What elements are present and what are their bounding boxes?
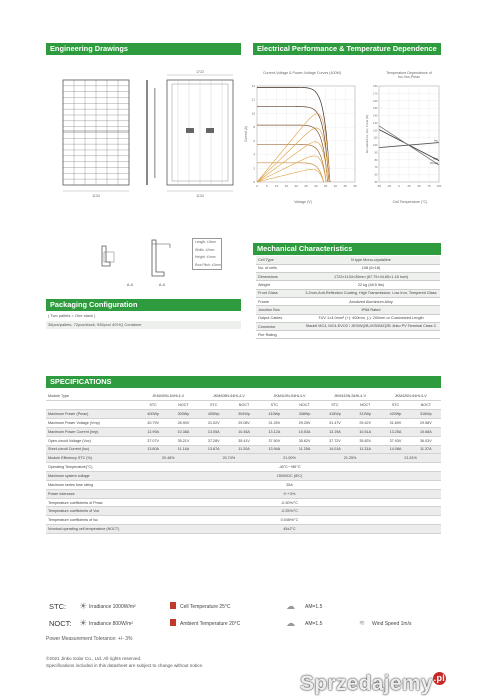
stc-label: STC: [49, 602, 67, 611]
noct-ambient-temperature: Ambient Temperature 20°C [180, 621, 241, 627]
noct-air-mass: AM=1.5 [305, 621, 323, 627]
panel-back-view [167, 80, 233, 185]
spec-value: 420Wp [380, 410, 410, 419]
iv-y-tick-label: 10 [251, 111, 255, 116]
spec-value: 10.53A [289, 427, 319, 436]
mechanical-label: Cell Type [256, 256, 302, 264]
mechanical-value: 3.2mm,Anti-Reflection Coating, High Transmission, Low Iron, Tempered Glass [302, 289, 440, 297]
temp-y-tick-label: 60 [374, 173, 378, 177]
spec-row [46, 401, 441, 410]
temp-x-tick-label: -25 [386, 184, 392, 188]
spec-parameter-label: Maximum Power (Pmax) [46, 410, 138, 419]
temp-y-tick-label: 120 [373, 129, 378, 133]
spec-row [46, 454, 441, 463]
spec-efficiency-value: 21.25% [320, 454, 381, 463]
mechanical-row [256, 289, 440, 297]
spec-value: 31.47V [320, 419, 350, 428]
spec-row [46, 489, 441, 498]
spec-value: 13.25A [380, 427, 410, 436]
spec-common-value: 45±2°C [138, 525, 441, 534]
spec-parameter-label: Temperature coefficients of Pmax [46, 498, 138, 507]
iv-y-tick-label: 6 [253, 138, 255, 143]
noct-label: NOCT: [49, 619, 72, 628]
temp-y-axis-label: Normalized Isc, Voc, Pmax (%) [365, 114, 369, 154]
spec-noct-header: NOCT [289, 401, 319, 410]
stc-irradiance: Irradiance 1000W/m² [89, 604, 136, 610]
spec-value: 29.58V [411, 419, 441, 428]
temp-x-tick-label: 50 [417, 184, 421, 188]
watermark-text: Sprzedajemy [300, 672, 433, 695]
dimension-tolerance-legend [192, 238, 222, 270]
spec-efficiency-value: 21.00% [259, 454, 320, 463]
spec-blank-cell [46, 401, 138, 410]
spec-efficiency-value: 20.48% [138, 454, 199, 463]
spec-value: 11.20A [229, 445, 259, 454]
mechanical-label: Dimensions [256, 273, 302, 281]
spec-common-value: 0.046%/°C [138, 516, 441, 525]
spec-row [46, 463, 441, 472]
spec-value: 30.79V [138, 419, 168, 428]
spec-value: 10.45A [229, 427, 259, 436]
spec-parameter-label: Operating Temperature(°C) [46, 463, 138, 472]
thermometer-icon [170, 602, 176, 609]
mechanical-row [256, 331, 440, 339]
mechanical-label: Fire Rating [256, 331, 302, 339]
temp-x-tick-label: 100 [436, 184, 442, 188]
spec-value: 13.94A [259, 445, 289, 454]
temperature-dependence-chart [365, 80, 443, 200]
iv-x-tick-label: 15 [284, 184, 289, 188]
frame-cross-section-drawing [90, 236, 200, 292]
panel-side-profile [146, 80, 148, 185]
mechanical-label: Front Glass [256, 289, 302, 297]
front-width-dimension: 1134 [92, 194, 100, 198]
spec-efficiency-label: Module Efficiency STC (%) [46, 454, 138, 463]
temp-series-label: Pmax [430, 160, 438, 165]
noct-irradiance: Irradiance 800W/m² [89, 621, 133, 627]
spec-value: 10.61A [350, 427, 380, 436]
spec-parameter-label: Power tolerance [46, 489, 138, 498]
spec-value: 13.12A [259, 427, 289, 436]
spec-model-name: JKM415N-54HL4-V [320, 392, 381, 401]
spec-value: 13.80A [138, 445, 168, 454]
spec-row [46, 419, 441, 428]
spec-common-value: 25A [138, 480, 441, 489]
mechanical-label: Weight [256, 281, 302, 289]
iv-y-tick-label: 2 [253, 166, 255, 171]
thermometer-icon [170, 619, 176, 626]
specifications-header: SPECIFICATIONS [46, 376, 441, 388]
mechanical-row [256, 273, 440, 281]
mechanical-value: 108 (6×18) [302, 264, 440, 272]
packaging-note: ( Two pallets = One stack ) [48, 313, 96, 318]
iv-x-tick-label: 25 [304, 184, 308, 188]
spec-row [46, 410, 441, 419]
temp-x-tick-label: 0 [398, 184, 400, 188]
iv-x-tick-label: 10 [274, 184, 279, 188]
spec-efficiency-value: 20.74% [199, 454, 260, 463]
specifications-table [46, 392, 441, 534]
iv-x-tick-label: 0 [256, 184, 258, 188]
spec-parameter-label: Short-circuit Current (Isc) [46, 445, 138, 454]
spec-common-value: 1500VDC (IEC) [138, 472, 441, 481]
spec-value: 29.42V [350, 419, 380, 428]
spec-value: 37.93V [380, 436, 410, 445]
spec-efficiency-value: 21.51% [380, 454, 441, 463]
iv-chart-title: Current-Voltage & Power-Voltage Curves (400W) [262, 71, 342, 75]
tolerance-line: Height: ±1mm [195, 255, 216, 260]
spec-value: 11.14A [168, 445, 198, 454]
iv-y-tick-label: 0 [253, 180, 255, 184]
engineering-drawings-header: Engineering Drawings [46, 43, 241, 55]
spec-value: 410Wp [259, 410, 289, 419]
cloud-icon: ☁ [286, 618, 295, 628]
spec-row [46, 498, 441, 507]
disclaimer-text: Specifications included in this datasheet are subject to change without notice. [46, 663, 204, 668]
spec-model-name: JKM410N-54HL4-V [259, 392, 320, 401]
temp-y-tick-label: 50 [374, 181, 378, 184]
electrical-performance-header: Electrical Performance & Temperature Dependence [253, 43, 441, 55]
spec-value: 10.68A [411, 427, 441, 436]
temp-series-label: Isc [434, 138, 438, 143]
spec-row [46, 480, 441, 489]
spec-row [46, 507, 441, 516]
spec-value: 13.87A [199, 445, 229, 454]
iv-x-tick-label: 30 [314, 184, 318, 188]
spec-value: 405Wp [199, 410, 229, 419]
temp-chart-xlabel: Cell Temperature (°C) [392, 200, 428, 204]
mechanical-value: Staubli MC4, MC4-EVO2 / JKSIW(2B,JKSDMZ)2B Jinko PV Terminal Class C [302, 322, 440, 330]
spec-model-name: JKM420N-54HL4-V [380, 392, 441, 401]
panel-front-view [63, 80, 129, 185]
iv-x-tick-label: 50 [353, 184, 357, 188]
spec-value: 13.19A [320, 427, 350, 436]
mechanical-row [256, 314, 440, 322]
iv-x-tick-label: 45 [343, 184, 347, 188]
spec-row [46, 516, 441, 525]
spec-parameter-label: Open-circuit Voltage (Voc) [46, 436, 138, 445]
mechanical-value: N type Mono-crystalline [302, 256, 440, 264]
mechanical-row [256, 297, 440, 305]
temp-series-label: Voc [432, 156, 438, 161]
mechanical-value [302, 331, 440, 339]
stc-air-mass: AM=1.5 [305, 604, 323, 610]
temp-y-tick-label: 150 [373, 107, 378, 111]
temp-y-tick-label: 70 [374, 166, 378, 170]
tolerance-line: Row Pitch: ±2mm [195, 262, 221, 267]
spec-parameter-label: Maximum Power Voltage (Vmp) [46, 419, 138, 428]
mechanical-value: Anodized Aluminium Alloy [302, 297, 440, 305]
stc-cell-temperature: Cell Temperature 25°C [180, 604, 231, 610]
engineering-drawing-front [46, 58, 241, 200]
temp-y-tick-label: 90 [374, 151, 378, 155]
spec-value: 415Wp [320, 410, 350, 419]
iv-y-axis-label: Current (A) [244, 126, 248, 142]
spec-value: 300Wp [168, 410, 198, 419]
iv-curve-chart [243, 80, 363, 200]
mechanical-value: TUV 1×4.0mm² (+): 400mm, (-): 200mm or Customized Length [302, 314, 440, 322]
spec-value: 28.90V [168, 419, 198, 428]
temp-y-tick-label: 100 [373, 144, 378, 148]
spec-value: 37.50V [259, 436, 289, 445]
temp-x-tick-label: 75 [427, 184, 431, 188]
section-label: A-A [158, 283, 166, 287]
spec-value: 13.05A [199, 427, 229, 436]
spec-value: 35.41V [229, 436, 259, 445]
spec-value: 312Wp [350, 410, 380, 419]
iv-chart-xlabel: Voltage (V) [294, 200, 312, 204]
temp-y-tick-label: 140 [373, 114, 378, 118]
spec-row [46, 525, 441, 534]
mechanical-characteristics-table [256, 256, 440, 339]
cloud-icon: ☁ [286, 601, 295, 611]
sun-icon: ☀ [79, 618, 88, 628]
iv-x-tick-label: 35 [323, 184, 328, 188]
spec-stc-header: STC [320, 401, 350, 410]
spec-value: 308Wp [289, 410, 319, 419]
spec-parameter-label: Temperature coefficients of Isc [46, 516, 138, 525]
mechanical-label: Connector [256, 322, 302, 330]
spec-value: 36.03V [411, 436, 441, 445]
spec-value: 14.08A [380, 445, 410, 454]
watermark-suffix: .pl [433, 673, 446, 683]
sun-icon: ☀ [79, 601, 88, 611]
mechanical-value: 1722×1134×30mm (67.79×44.65×1.18 inch) [302, 273, 440, 281]
spec-parameter-label: Temperature coefficients of Voc [46, 507, 138, 516]
iv-x-tick-label: 5 [265, 184, 268, 188]
power-tolerance-note: Power Measurement Tolerance: +/- 3% [46, 636, 133, 642]
spec-model-name: JKM405N-54HL4-V [199, 392, 260, 401]
spec-value: 35.62V [289, 436, 319, 445]
spec-row [46, 427, 441, 436]
spec-parameter-label: Maximum series fuse rating [46, 480, 138, 489]
spec-value: 12.99A [138, 427, 168, 436]
spec-stc-header: STC [259, 401, 289, 410]
wind-icon: ≋ [359, 620, 365, 627]
iv-x-tick-label: 20 [294, 184, 298, 188]
packaging-content: 36pcs/pallets, 72pcs/stack, 936pcs/ 40'HQ Container [46, 321, 241, 329]
spec-noct-header: NOCT [168, 401, 198, 410]
tolerance-line: Length: ±2mm [195, 240, 217, 244]
spec-value: 29.25V [289, 419, 319, 428]
spec-row [46, 445, 441, 454]
spec-model-name: JKM400N-54HL4-V [138, 392, 199, 401]
spec-value: 11.25A [289, 445, 319, 454]
spec-value: 10.38A [168, 427, 198, 436]
spec-parameter-label: Maximum system voltage [46, 472, 138, 481]
back-width-dimension: 1134 [196, 194, 204, 198]
mechanical-label: Frame [256, 297, 302, 305]
section-label-left: A-A [126, 283, 134, 287]
spec-noct-header: NOCT [411, 401, 441, 410]
spec-value: 37.72V [320, 436, 350, 445]
copyright-text: ©2021 Jinko Solar Co., Ltd. All rights reserved. [46, 656, 142, 661]
temp-y-tick-label: 180 [373, 85, 378, 88]
mechanical-value: IP68 Rated [302, 306, 440, 314]
spec-common-value: -40°C~+85°C [138, 463, 441, 472]
spec-row [46, 392, 441, 401]
mechanical-label: No. of cells [256, 264, 302, 272]
spec-common-value: 0~+3% [138, 489, 441, 498]
spec-parameter-label: Nominal operating cell temperature (NOCT) [46, 525, 138, 534]
spec-module-type-label: Module Type [46, 392, 138, 401]
panel-side-profile-thin [154, 88, 156, 178]
spec-value: 400Wp [138, 410, 168, 419]
spec-parameter-label: Maximum Power Current (Imp) [46, 427, 138, 436]
spec-value: 31.02V [199, 419, 229, 428]
spec-value: 14.01A [320, 445, 350, 454]
iv-y-tick-label: 12 [251, 97, 255, 102]
spec-stc-header: STC [138, 401, 168, 410]
tolerance-line: Width: ±2mm [195, 247, 215, 252]
mechanical-row [256, 306, 440, 314]
temp-y-tick-label: 170 [373, 92, 378, 96]
temp-x-tick-label: -50 [376, 184, 382, 188]
spec-stc-header: STC [199, 401, 229, 410]
iv-y-tick-label: 4 [253, 152, 255, 157]
spec-noct-header: NOCT [350, 401, 380, 410]
watermark-logo [300, 672, 446, 696]
spec-row [46, 472, 441, 481]
mechanical-row [256, 322, 440, 330]
mechanical-value: 22 kg (48.5 lbs) [302, 281, 440, 289]
spec-value: 11.31A [350, 445, 380, 454]
spec-value: 29.08V [229, 419, 259, 428]
height-dimension: 1722 [196, 70, 204, 74]
temp-y-tick-label: 80 [374, 158, 378, 162]
spec-value: 35.83V [350, 436, 380, 445]
spec-value: 31.25V [259, 419, 289, 428]
spec-value: 35.21V [168, 436, 198, 445]
mechanical-label: Junction Box [256, 306, 302, 314]
iv-y-tick-label: 8 [253, 125, 255, 130]
noct-wind-speed: Wind Speed 1m/s [372, 621, 412, 627]
spec-noct-header: NOCT [229, 401, 259, 410]
mechanical-characteristics-header: Mechanical Characteristics [253, 243, 441, 255]
iv-x-tick-label: 40 [333, 184, 338, 188]
mechanical-label: Output Cables [256, 314, 302, 322]
spec-value: 37.07V [138, 436, 168, 445]
temp-y-tick-label: 110 [373, 136, 378, 140]
iv-y-tick-label: 14 [251, 84, 255, 88]
spec-value: 316Wp [411, 410, 441, 419]
mechanical-row [256, 256, 440, 264]
spec-value: 304Wp [229, 410, 259, 419]
temp-x-tick-label: 25 [407, 184, 411, 188]
mechanical-row [256, 264, 440, 272]
spec-common-value: -0.25%/°C [138, 507, 441, 516]
mechanical-row [256, 281, 440, 289]
temp-chart-title: Temperature Dependence of Isc,Voc,Pmax [386, 71, 432, 79]
spec-value: 31.69V [380, 419, 410, 428]
temp-y-tick-label: 130 [373, 121, 378, 125]
spec-value: 11.37A [411, 445, 441, 454]
spec-row [46, 436, 441, 445]
packaging-configuration-header: Packaging Configuration [46, 299, 241, 311]
spec-common-value: -0.30%/°C [138, 498, 441, 507]
spec-value: 37.28V [199, 436, 229, 445]
temp-y-tick-label: 160 [373, 99, 378, 103]
spec-stc-header: STC [380, 401, 410, 410]
